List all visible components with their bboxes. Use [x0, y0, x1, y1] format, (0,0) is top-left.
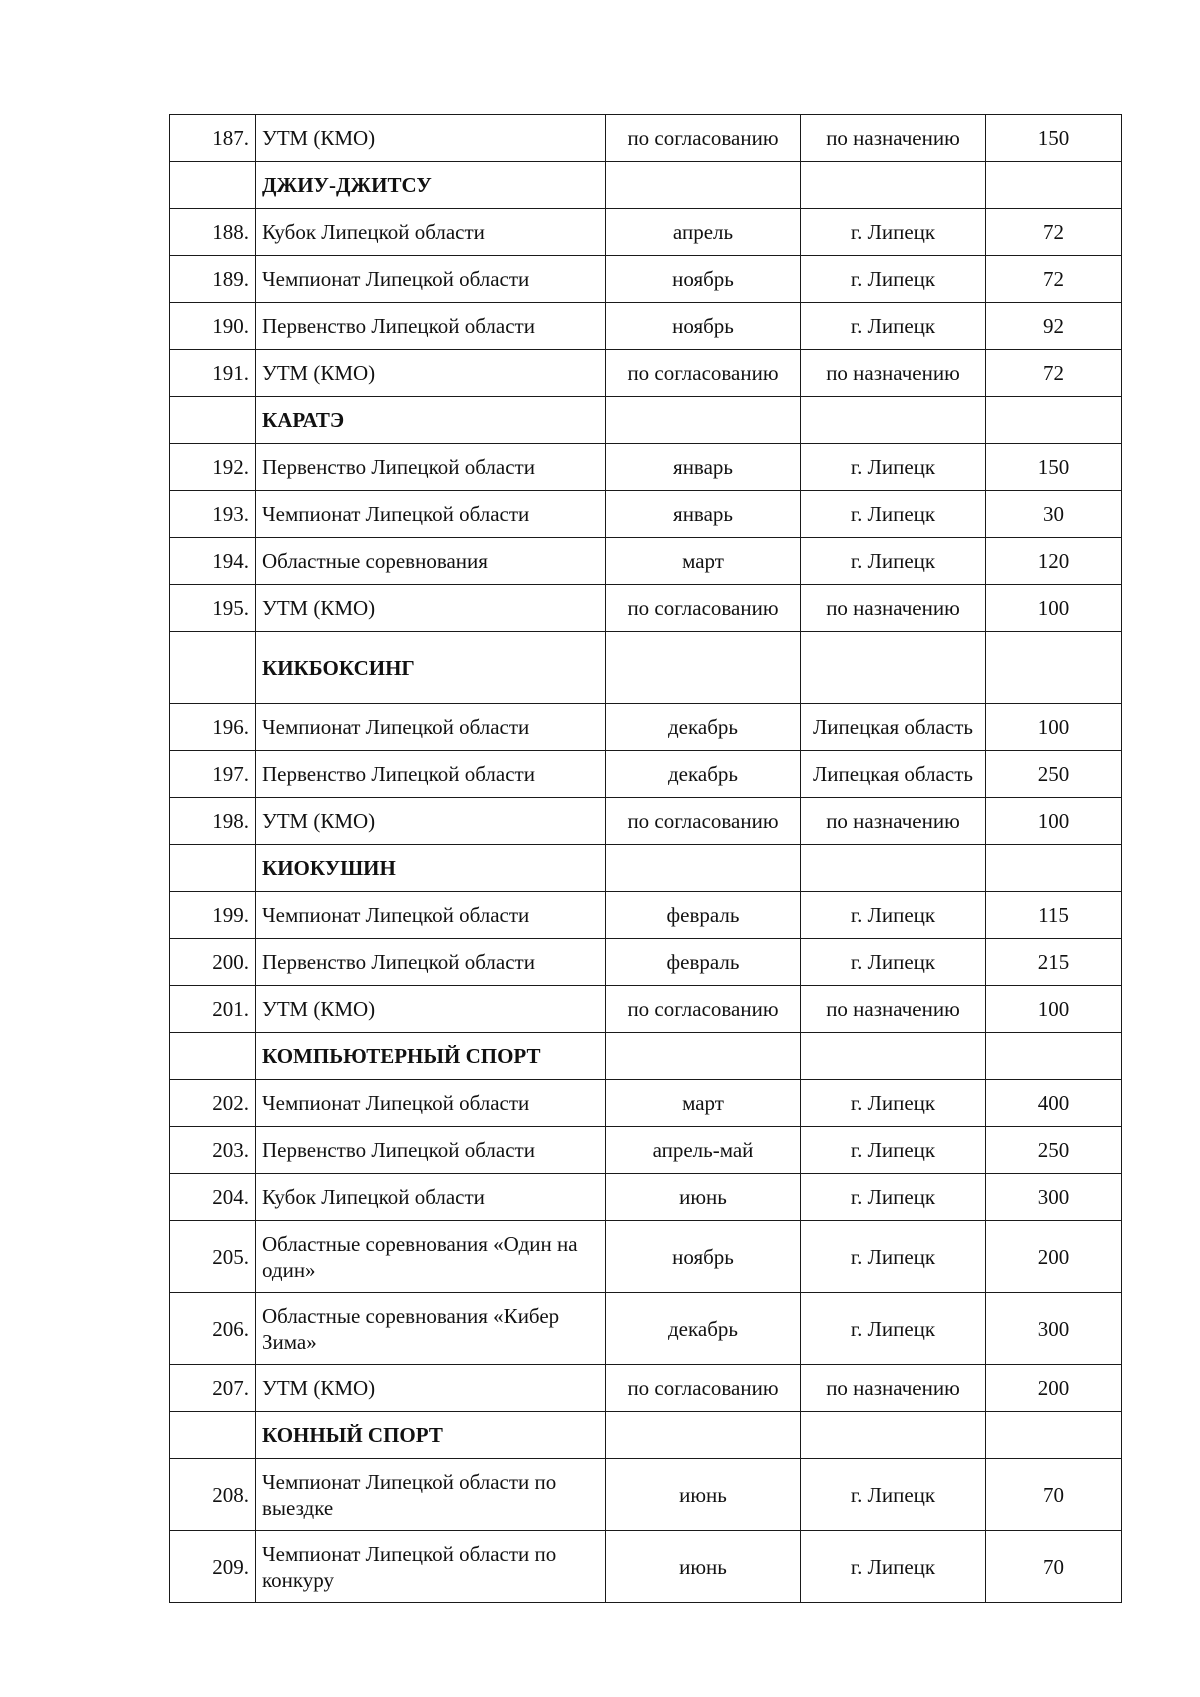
event-place: г. Липецк [801, 209, 986, 256]
empty-cell [801, 397, 986, 444]
event-row [170, 892, 1122, 939]
participant-count: 300 [986, 1293, 1122, 1365]
participant-count: 30 [986, 491, 1122, 538]
empty-cell [986, 845, 1122, 892]
event-row [170, 115, 1122, 162]
event-number: 195. [170, 585, 256, 632]
participant-count: 72 [986, 256, 1122, 303]
event-name: Чемпионат Липецкой области по конкуру [256, 1531, 606, 1603]
empty-cell [170, 632, 256, 704]
empty-cell [986, 1033, 1122, 1080]
event-row [170, 209, 1122, 256]
participant-count: 150 [986, 115, 1122, 162]
event-name: Первенство Липецкой области [256, 444, 606, 491]
event-number: 191. [170, 350, 256, 397]
section-header-row [170, 1412, 1122, 1459]
event-name: Первенство Липецкой области [256, 303, 606, 350]
section-title: КОМПЬЮТЕРНЫЙ СПОРТ [256, 1033, 606, 1080]
section-title: ДЖИУ-ДЖИТСУ [256, 162, 606, 209]
event-row [170, 444, 1122, 491]
empty-cell [986, 632, 1122, 704]
event-date: по согласованию [606, 1365, 801, 1412]
event-date: июнь [606, 1531, 801, 1603]
event-name: Чемпионат Липецкой области по выездке [256, 1459, 606, 1531]
event-number: 196. [170, 704, 256, 751]
event-place: Липецкая область [801, 751, 986, 798]
event-name: УТМ (КМО) [256, 115, 606, 162]
event-date: декабрь [606, 704, 801, 751]
section-header-row [170, 632, 1122, 704]
event-row [170, 1127, 1122, 1174]
event-number: 192. [170, 444, 256, 491]
event-number: 207. [170, 1365, 256, 1412]
event-name: УТМ (КМО) [256, 986, 606, 1033]
participant-count: 72 [986, 209, 1122, 256]
event-number: 187. [170, 115, 256, 162]
event-date: ноябрь [606, 303, 801, 350]
empty-cell [801, 632, 986, 704]
event-number: 208. [170, 1459, 256, 1531]
events-table-body [170, 115, 1122, 1603]
event-place: по назначению [801, 350, 986, 397]
event-number: 204. [170, 1174, 256, 1221]
participant-count: 200 [986, 1365, 1122, 1412]
event-place: г. Липецк [801, 444, 986, 491]
event-number: 209. [170, 1531, 256, 1603]
event-place: г. Липецк [801, 1080, 986, 1127]
event-name: Областные соревнования «Один на один» [256, 1221, 606, 1293]
empty-cell [606, 397, 801, 444]
empty-cell [801, 1033, 986, 1080]
events-table [169, 114, 1122, 1603]
event-place: г. Липецк [801, 256, 986, 303]
event-number: 193. [170, 491, 256, 538]
event-date: февраль [606, 939, 801, 986]
event-place: по назначению [801, 986, 986, 1033]
event-row [170, 303, 1122, 350]
event-date: по согласованию [606, 350, 801, 397]
event-date: ноябрь [606, 1221, 801, 1293]
participant-count: 250 [986, 1127, 1122, 1174]
empty-cell [801, 162, 986, 209]
event-row [170, 1080, 1122, 1127]
event-name: Чемпионат Липецкой области [256, 892, 606, 939]
event-number: 205. [170, 1221, 256, 1293]
event-date: март [606, 538, 801, 585]
event-row [170, 1221, 1122, 1293]
event-date: по согласованию [606, 986, 801, 1033]
empty-cell [170, 1412, 256, 1459]
event-date: июнь [606, 1174, 801, 1221]
event-date: декабрь [606, 1293, 801, 1365]
event-date: январь [606, 444, 801, 491]
section-title: КИОКУШИН [256, 845, 606, 892]
event-row [170, 491, 1122, 538]
event-place: г. Липецк [801, 1174, 986, 1221]
event-place: г. Липецк [801, 1221, 986, 1293]
event-number: 188. [170, 209, 256, 256]
event-number: 198. [170, 798, 256, 845]
event-name: Чемпионат Липецкой области [256, 491, 606, 538]
participant-count: 250 [986, 751, 1122, 798]
event-number: 189. [170, 256, 256, 303]
event-name: Чемпионат Липецкой области [256, 704, 606, 751]
participant-count: 72 [986, 350, 1122, 397]
participant-count: 100 [986, 798, 1122, 845]
event-name: Первенство Липецкой области [256, 939, 606, 986]
event-row [170, 538, 1122, 585]
event-row [170, 1365, 1122, 1412]
event-name: УТМ (КМО) [256, 798, 606, 845]
event-place: по назначению [801, 115, 986, 162]
event-date: март [606, 1080, 801, 1127]
section-header-row [170, 845, 1122, 892]
section-header-row [170, 162, 1122, 209]
event-place: г. Липецк [801, 1293, 986, 1365]
event-number: 199. [170, 892, 256, 939]
event-place: Липецкая область [801, 704, 986, 751]
empty-cell [606, 632, 801, 704]
event-name: Первенство Липецкой области [256, 751, 606, 798]
event-name: Кубок Липецкой области [256, 1174, 606, 1221]
event-date: апрель-май [606, 1127, 801, 1174]
event-name: Областные соревнования «Кибер Зима» [256, 1293, 606, 1365]
empty-cell [170, 1033, 256, 1080]
participant-count: 150 [986, 444, 1122, 491]
section-title: КИКБОКСИНГ [256, 632, 606, 704]
section-header-row [170, 1033, 1122, 1080]
event-date: декабрь [606, 751, 801, 798]
empty-cell [606, 1033, 801, 1080]
empty-cell [606, 1412, 801, 1459]
event-date: по согласованию [606, 585, 801, 632]
empty-cell [606, 162, 801, 209]
event-number: 197. [170, 751, 256, 798]
participant-count: 215 [986, 939, 1122, 986]
participant-count: 92 [986, 303, 1122, 350]
event-name: Первенство Липецкой области [256, 1127, 606, 1174]
event-number: 206. [170, 1293, 256, 1365]
event-place: г. Липецк [801, 1127, 986, 1174]
event-name: УТМ (КМО) [256, 585, 606, 632]
event-name: УТМ (КМО) [256, 350, 606, 397]
participant-count: 100 [986, 704, 1122, 751]
event-date: апрель [606, 209, 801, 256]
event-row [170, 704, 1122, 751]
section-title: КОННЫЙ СПОРТ [256, 1412, 606, 1459]
event-row [170, 256, 1122, 303]
event-place: г. Липецк [801, 491, 986, 538]
participant-count: 100 [986, 986, 1122, 1033]
empty-cell [986, 397, 1122, 444]
event-number: 202. [170, 1080, 256, 1127]
section-header-row [170, 397, 1122, 444]
participant-count: 200 [986, 1221, 1122, 1293]
event-name: Кубок Липецкой области [256, 209, 606, 256]
event-date: июнь [606, 1459, 801, 1531]
participant-count: 115 [986, 892, 1122, 939]
event-name: Областные соревнования [256, 538, 606, 585]
participant-count: 70 [986, 1531, 1122, 1603]
section-title: КАРАТЭ [256, 397, 606, 444]
event-date: февраль [606, 892, 801, 939]
event-place: г. Липецк [801, 303, 986, 350]
empty-cell [606, 845, 801, 892]
event-row [170, 751, 1122, 798]
participant-count: 120 [986, 538, 1122, 585]
empty-cell [170, 397, 256, 444]
event-place: г. Липецк [801, 1531, 986, 1603]
event-row [170, 798, 1122, 845]
event-name: УТМ (КМО) [256, 1365, 606, 1412]
event-number: 201. [170, 986, 256, 1033]
event-date: январь [606, 491, 801, 538]
event-row [170, 1459, 1122, 1531]
event-row [170, 350, 1122, 397]
event-place: по назначению [801, 798, 986, 845]
event-place: г. Липецк [801, 538, 986, 585]
event-place: г. Липецк [801, 1459, 986, 1531]
event-row [170, 585, 1122, 632]
empty-cell [801, 1412, 986, 1459]
event-row [170, 939, 1122, 986]
event-number: 203. [170, 1127, 256, 1174]
participant-count: 100 [986, 585, 1122, 632]
event-place: г. Липецк [801, 939, 986, 986]
empty-cell [170, 845, 256, 892]
event-name: Чемпионат Липецкой области [256, 1080, 606, 1127]
event-row [170, 1174, 1122, 1221]
event-date: ноябрь [606, 256, 801, 303]
event-number: 200. [170, 939, 256, 986]
participant-count: 400 [986, 1080, 1122, 1127]
event-number: 190. [170, 303, 256, 350]
event-row [170, 1293, 1122, 1365]
empty-cell [170, 162, 256, 209]
event-row [170, 1531, 1122, 1603]
event-place: по назначению [801, 585, 986, 632]
participant-count: 70 [986, 1459, 1122, 1531]
event-name: Чемпионат Липецкой области [256, 256, 606, 303]
empty-cell [986, 162, 1122, 209]
event-number: 194. [170, 538, 256, 585]
event-date: по согласованию [606, 115, 801, 162]
empty-cell [986, 1412, 1122, 1459]
participant-count: 300 [986, 1174, 1122, 1221]
empty-cell [801, 845, 986, 892]
event-place: г. Липецк [801, 892, 986, 939]
event-date: по согласованию [606, 798, 801, 845]
event-place: по назначению [801, 1365, 986, 1412]
event-row [170, 986, 1122, 1033]
